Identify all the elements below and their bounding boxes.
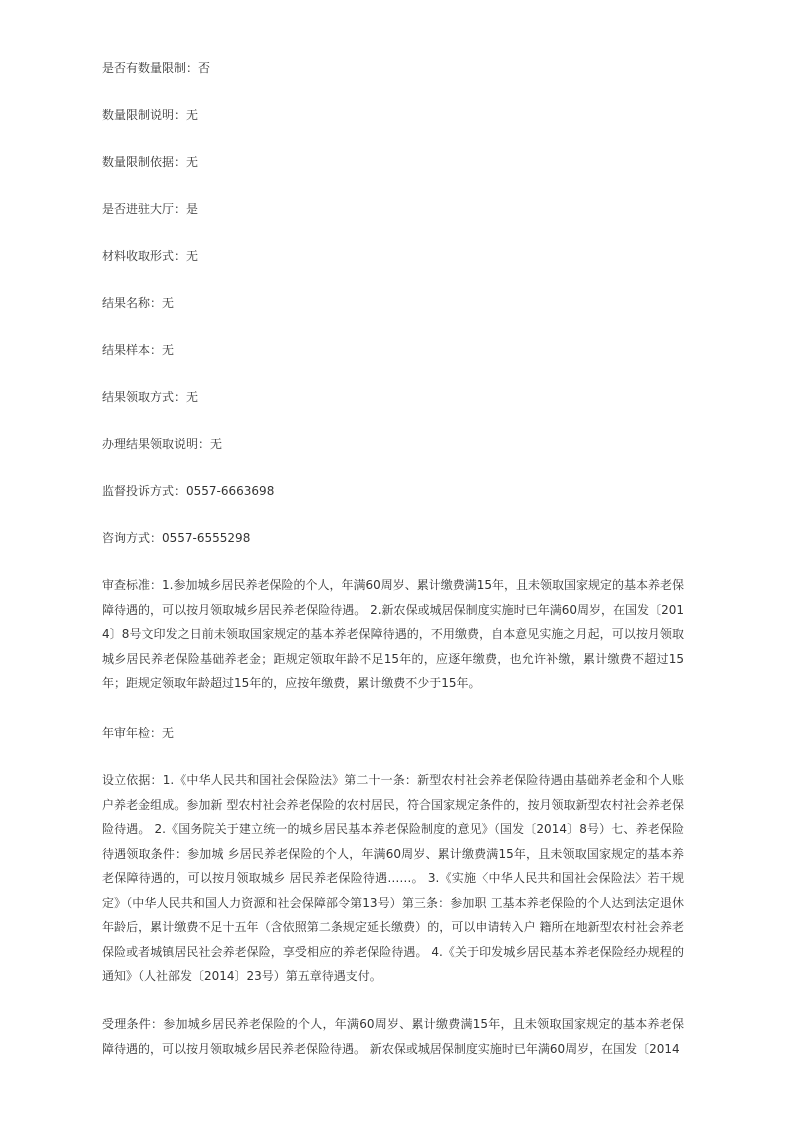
field-label: 数量限制依据： bbox=[102, 155, 187, 169]
field-label: 结果样本： bbox=[102, 343, 163, 357]
field-value: 0557-6555298 bbox=[162, 531, 251, 545]
field-label: 结果名称： bbox=[102, 296, 163, 310]
field-complaint-contact bbox=[102, 479, 682, 503]
field-label: 是否进驻大厅： bbox=[102, 202, 187, 216]
review-standard-paragraph bbox=[102, 573, 684, 696]
field-result-sample bbox=[102, 338, 682, 362]
review-standard-text: 1.参加城乡居民养老保险的个人，年满60周岁、累计缴费满15年，且未领取国家规定的基本养老保障待遇的，可以按月领取城乡居民养老保险待遇。 2.新农保或城居保制度实施时已年满60周岁，在国发〔2014〕8号文印发之日前未领取国家规定的基本养老保障待遇的，不用缴费，自本意见实施之月起，可以按月领取城乡居民养老保险基础养老金；距规定领取年龄不足15年的，应逐年缴费，也允许补缴，累计缴费不超过15年；距规定领取年龄超过15年的，应按年缴费，累计缴费不少于15年。 bbox=[102, 578, 685, 690]
field-annual-review bbox=[102, 721, 682, 745]
field-value: 无 bbox=[210, 437, 223, 451]
field-value: 无 bbox=[162, 726, 175, 740]
field-quantity-limited bbox=[102, 56, 682, 80]
field-result-pickup-note bbox=[102, 432, 682, 456]
field-value: 是 bbox=[186, 202, 199, 216]
field-result-name bbox=[102, 291, 682, 315]
review-standard-label: 审查标准： bbox=[102, 578, 163, 592]
field-label: 是否有数量限制： bbox=[102, 61, 199, 75]
acceptance-conditions-label: 受理条件： bbox=[102, 1017, 164, 1031]
field-quantity-limit-note bbox=[102, 103, 682, 127]
field-label: 材料收取形式： bbox=[102, 249, 187, 263]
field-in-service-hall bbox=[102, 197, 682, 221]
field-label: 结果领取方式： bbox=[102, 390, 187, 404]
field-label: 数量限制说明： bbox=[102, 108, 187, 122]
field-label: 咨询方式： bbox=[102, 531, 163, 545]
field-value: 0557-6663698 bbox=[186, 484, 275, 498]
field-label: 监督投诉方式： bbox=[102, 484, 187, 498]
legal-basis-label: 设立依据： bbox=[102, 773, 163, 787]
field-value: 无 bbox=[162, 296, 175, 310]
field-value: 无 bbox=[186, 390, 199, 404]
field-value: 无 bbox=[186, 155, 199, 169]
field-value: 否 bbox=[198, 61, 211, 75]
field-consult-contact bbox=[102, 526, 682, 550]
field-value: 无 bbox=[186, 108, 199, 122]
field-value: 无 bbox=[162, 343, 175, 357]
legal-basis-text: 1.《中华人民共和国社会保险法》第二十一条：新型农村社会养老保险待遇由基础养老金和个人账户养老金组成。参加新 型农村社会养老保险的农村居民，符合国家规定条件的，按月领取新型农村社会养老保险待遇。 2.《国务院关于建立统一的城乡居民基本养老保险制度的意见》（国发〔2014〕8号）七、养老保险待遇领取条件：参加城 乡居民养老保险的个人，年满60周岁、累计缴费满15年，且未领取国家规定的基本养老保障待遇的，可以按月领取城乡 居民养老保险待遇……。 3.《实施〈中华人民共和国社会保险法〉若干规定》（中华人民共和国人力资源和社会保障部令第13号）第三条：参加职 工基本养老保险的个人达到法定退休年龄后，累计缴费不足十五年（含依照第二条规定延长缴费）的，可以申请转入户 籍所在地新型农村社会养老保险或者城镇居民社会养老保险，享受相应的养老保险待遇。 4.《关于印发城乡居民基本养老保险经办规程的通知》（人社部发〔2014〕23号）第五章待遇支付。 bbox=[102, 773, 684, 983]
field-result-pickup bbox=[102, 385, 682, 409]
acceptance-conditions-text: 参加城乡居民养老保险的个人，年满60周岁、累计缴费满15年，且未领取国家规定的基本养老保障待遇的，可以按月领取城乡居民养老保险待遇。 新农保或城居保制度实施时已年满60周岁，在国发〔2014 bbox=[102, 1017, 684, 1056]
field-material-collection bbox=[102, 244, 682, 268]
legal-basis-paragraph bbox=[102, 768, 684, 989]
field-quantity-limit-basis bbox=[102, 150, 682, 174]
field-label: 办理结果领取说明： bbox=[102, 437, 211, 451]
acceptance-conditions-paragraph bbox=[102, 1012, 684, 1061]
field-value: 无 bbox=[186, 249, 199, 263]
field-label: 年审年检： bbox=[102, 726, 163, 740]
